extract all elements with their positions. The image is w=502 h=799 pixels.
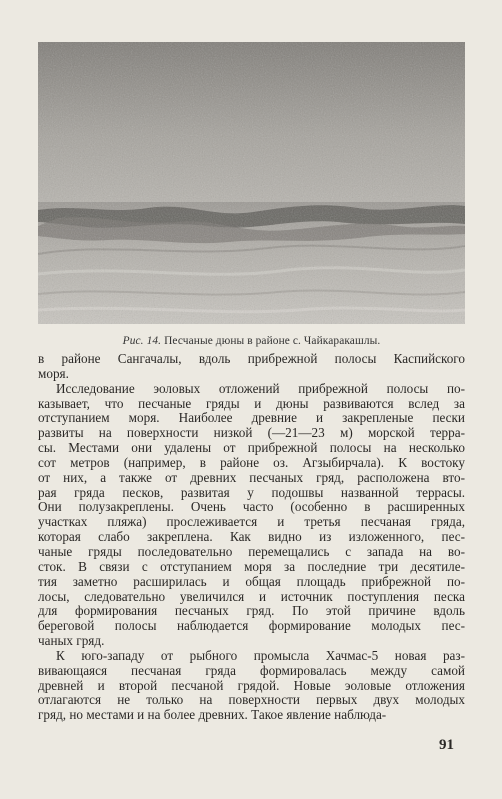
paragraph	[38, 382, 465, 649]
text-line: чаные гряды последовательно перемещались с запада на во-	[38, 543, 465, 559]
dune-photograph-image	[38, 42, 465, 324]
text-line: лосы, следовательно увеличился и источник поступления песка	[38, 588, 465, 604]
text-line: рая гряда песков, развитая у подошвы названной террасы.	[38, 484, 465, 500]
figure-caption	[38, 335, 465, 347]
text-line: Они полузакреплены. Очень часто (особенно в расширенных	[38, 499, 465, 515]
figure-number: Рис. 14.	[122, 335, 162, 347]
text-line: участках пляжа) прослеживается и третья песчаная гряда,	[38, 514, 465, 530]
text-line: береговой полосы наблюдается формирование молодых пес-	[38, 618, 465, 634]
text-line: отступанием моря. Наиболее древние и закрепленые пески	[38, 410, 465, 426]
text-line: в районе Сангачалы, вдоль прибрежной полосы Каспийского	[38, 351, 465, 366]
page-number: 91	[439, 737, 454, 753]
text-line: гряд, но местами и на более древних. Такое явление наблюда-	[38, 707, 387, 723]
text-line: моря.	[38, 365, 69, 381]
text-line: Исследование эоловых отложений прибрежной полосы по-	[56, 380, 465, 396]
text-line: К юго-западу от рыбного промысла Хачмас-5 новая раз-	[56, 647, 465, 663]
paragraph	[38, 649, 465, 723]
body-text	[38, 352, 465, 723]
paragraph	[38, 352, 465, 382]
text-line: от них, а также от древних песчаных гряд, расположена вто-	[38, 469, 465, 485]
text-line: тия заметно расширилась и общая площадь прибрежной по-	[38, 573, 465, 589]
text-line: вивающаяся песчаная гряда формировалась между самой	[38, 662, 465, 678]
text-line: древней и второй песчаной грядой. Новые эоловые отложения	[38, 677, 465, 693]
text-line: сот метров (например, в районе оз. Агзыбирчала). К востоку	[38, 454, 465, 470]
text-line: отлагаются не только на поверхности первых двух молодых	[38, 692, 465, 708]
text-line: которая слабо закреплена. Как видно из изложенного, пес-	[38, 529, 465, 545]
text-line: казывает, что песчаные гряды и дюны развиваются вслед за	[38, 395, 465, 411]
text-line: чаных гряд.	[38, 633, 105, 649]
figure-caption-text: Песчаные дюны в районе с. Чайкаракашлы.	[164, 335, 381, 347]
text-line: сы. Местами они удалены от прибрежной полосы на несколько	[38, 440, 465, 456]
text-line: для формирования песчаных гряд. По этой причине вдоль	[38, 603, 465, 619]
text-line: сток. В связи с отступанием моря за последние три десятиле-	[38, 558, 465, 574]
text-line: развиты на поверхности низкой (—21—23 м) морской терра-	[38, 425, 465, 441]
dune-photograph	[38, 42, 465, 324]
